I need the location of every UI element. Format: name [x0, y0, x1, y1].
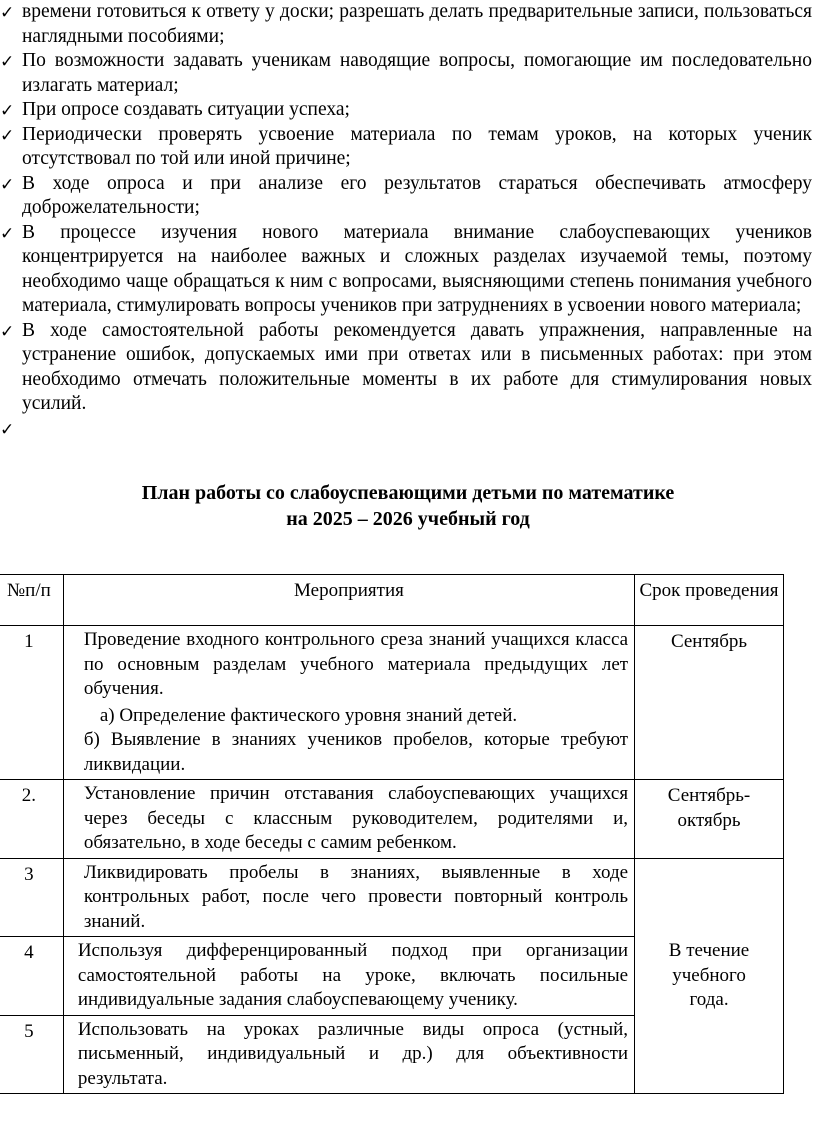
- checkmark-icon: ✓: [0, 321, 15, 342]
- list-item-text: Периодически проверять усвоение материала по темам уроков, на которых ученик отсутствовал по той или иной причине;: [22, 123, 812, 169]
- row-activity-sub-b: б) Выявление в знаниях учеников пробелов, которые требуют ликвидации.: [83, 729, 629, 775]
- row-term: Сентябрь: [635, 626, 784, 780]
- merged-term: В течение учебного года.: [635, 858, 784, 1094]
- list-item: [0, 98, 816, 123]
- checkmark-icon: ✓: [0, 223, 15, 244]
- row-number: 4: [0, 937, 63, 1016]
- header-number: №п/п: [0, 575, 63, 626]
- row-activity: Установление причин отставания слабоуспевающих учащихся через беседы с классным руководителем, родителями и, обязательно, в ходе беседы с самим ребенком.: [63, 780, 634, 859]
- plan-table: [0, 574, 784, 1094]
- list-item-empty: [0, 417, 816, 442]
- plan-title-line1: План работы со слабоуспевающими детьми по математике: [141, 482, 675, 504]
- checkmark-icon: ✓: [0, 419, 15, 440]
- table-row: [0, 858, 784, 937]
- row-activity: Использовать на уроках различные виды опроса (устный, письменный, индивидуальный и др.) для объективности результата.: [63, 1015, 634, 1094]
- list-item: [0, 123, 816, 172]
- list-item: [0, 319, 816, 417]
- table-row: [0, 626, 784, 780]
- header-activities: Мероприятия: [63, 575, 634, 626]
- table-row: [0, 780, 784, 859]
- list-item-text: В ходе опроса и при анализе его результатов стараться обеспечивать атмосферу доброжелательности;: [22, 172, 812, 218]
- recommendations-list: [0, 0, 816, 441]
- list-item-text: В процессе изучения нового материала внимание слабоуспевающих учеников концентрируется на наиболее важных и сложных разделах изучаемой темы, поэтому необходимо чаще обращаться к ним с вопросами, выясняющими степень понимания учебного материала, стимулировать вопросы учеников при затруднениях в усвоении нового материала;: [22, 221, 812, 316]
- table-header-row: [0, 575, 784, 626]
- row-term: Сентябрь-октябрь: [635, 780, 784, 859]
- row-number: 1: [0, 626, 63, 780]
- list-item-text: времени готовиться к ответу у доски; разрешать делать предварительные записи, пользоваться наглядными пособиями;: [22, 1, 812, 47]
- list-item: [0, 0, 816, 49]
- row-activity: Ликвидировать пробелы в знаниях, выявленные в ходе контрольных работ, после чего провести повторный контроль знаний.: [63, 858, 634, 937]
- list-item-text: При опросе создавать ситуации успеха;: [22, 99, 350, 120]
- plan-title-line2: на 2025 – 2026 учебный год: [286, 508, 530, 530]
- checkmark-icon: ✓: [0, 101, 15, 121]
- row-activity-sub-a: а) Определение фактического уровня знаний детей.: [99, 704, 518, 726]
- row-activity: Используя дифференцированный подход при организации самостоятельной работы на уроке, включать посильные индивидуальные задания слабоуспевающему ученику.: [63, 937, 634, 1016]
- list-item-text: По возможности задавать ученикам наводящие вопросы, помогающие им последовательно излагать материал;: [22, 50, 812, 96]
- checkmark-icon: ✓: [0, 174, 15, 195]
- row-number: 5: [0, 1015, 63, 1094]
- list-item: [0, 49, 816, 98]
- list-item: [0, 221, 816, 319]
- checkmark-icon: ✓: [0, 3, 15, 23]
- row-number: 3: [0, 858, 63, 937]
- list-item-text: В ходе самостоятельной работы рекомендуется давать упражнения, направленные на устранение ошибок, допускаемых ими при ответах или в письменных работах: при этом необходимо отмечать положительные моменты в их работе для стимулирования новых усилий.: [22, 319, 812, 414]
- checkmark-icon: ✓: [0, 125, 15, 146]
- list-item: [0, 172, 816, 221]
- row-number: 2.: [0, 780, 63, 859]
- plan-title: [0, 480, 816, 532]
- header-term: Срок проведения: [635, 575, 784, 626]
- list-item-text: [22, 417, 812, 442]
- checkmark-icon: ✓: [0, 52, 15, 72]
- row-activity: Проведение входного контрольного среза знаний учащихся класса по основным разделам учебного материала предыдущих лет обучения. а) Определение фактического уровня знаний детей. б) Выявление в знаниях учеников пробелов, которые требуют ликвидации.: [63, 626, 634, 780]
